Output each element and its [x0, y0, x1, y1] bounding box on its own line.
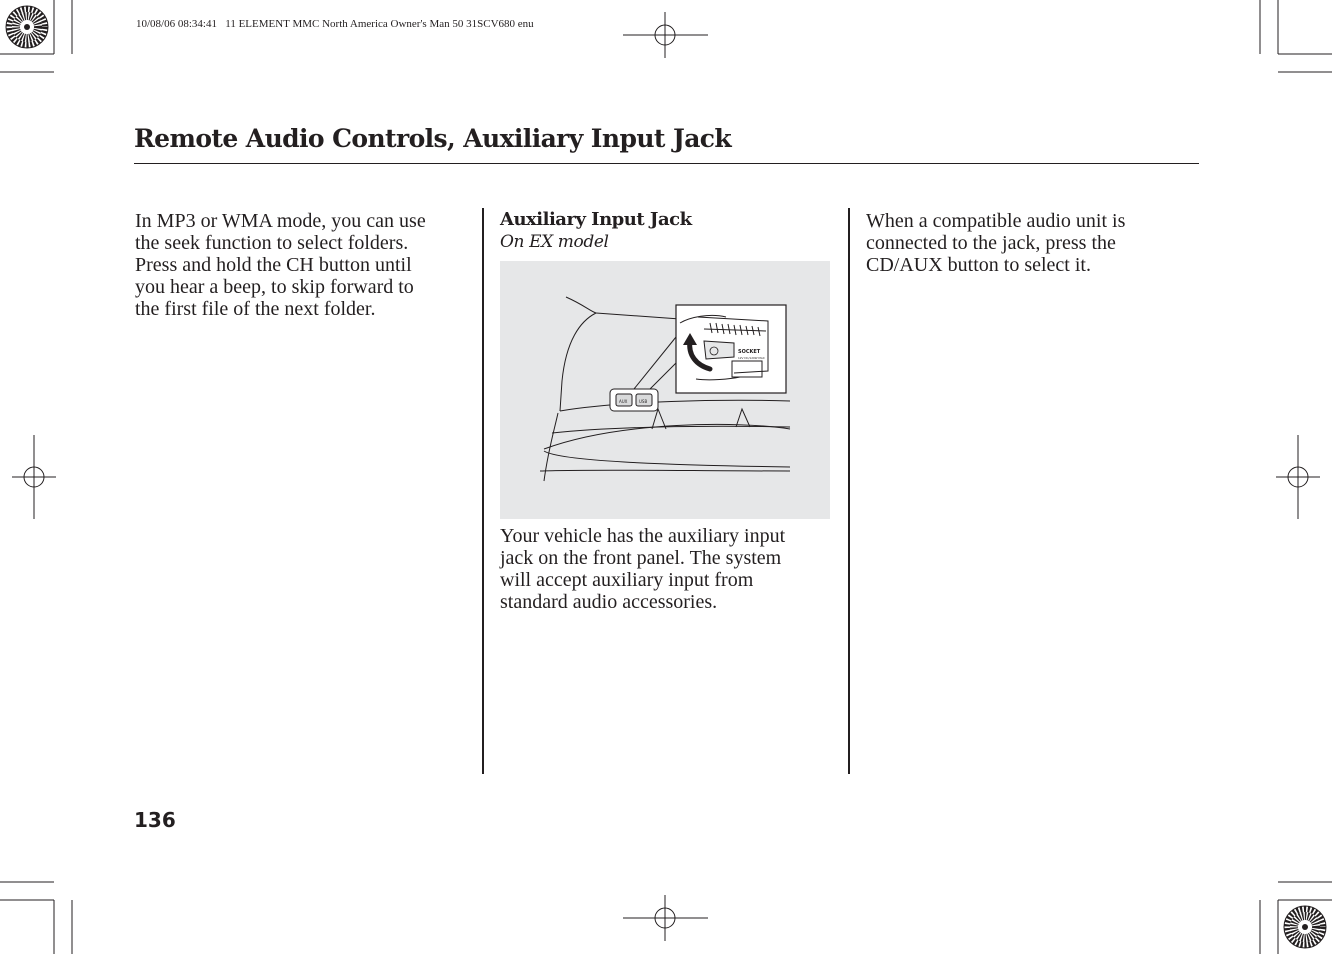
socket-label: SOCKET [738, 349, 761, 355]
page-title: Remote Audio Controls, Auxiliary Input Jack [134, 124, 732, 153]
column-divider-left [482, 208, 484, 774]
paragraph-line: will accept auxiliary input from [500, 569, 754, 591]
paragraph-line: jack on the front panel. The system [500, 547, 782, 569]
section-heading: Auxiliary Input Jack [500, 209, 692, 230]
column-divider-right [848, 208, 850, 774]
dashboard-drawing [500, 261, 830, 519]
paragraph-line: Your vehicle has the auxiliary input [500, 525, 786, 547]
paragraph-line: the seek function to select folders. [135, 232, 409, 254]
paragraph-line: connected to the jack, press the [866, 232, 1116, 254]
title-rule [134, 163, 1199, 164]
paragraph-line: the first file of the next folder. [135, 298, 376, 320]
socket-sublabel: 12V DC/120W MAX [738, 356, 765, 360]
paragraph-line: In MP3 or WMA mode, you can use [135, 210, 426, 232]
paragraph-line: standard audio accessories. [500, 591, 718, 613]
usb-label: USB [639, 399, 648, 404]
paragraph-line: CD/AUX button to select it. [866, 254, 1091, 276]
page-number: 136 [134, 808, 176, 832]
paragraph-line: When a compatible audio unit is [866, 210, 1126, 232]
paragraph-line: Press and hold the CH button until [135, 254, 412, 276]
paragraph-line: you hear a beep, to skip forward to [135, 276, 414, 298]
aux-label: AUX [619, 399, 628, 404]
middle-column-paragraph [500, 525, 785, 613]
aux-jack-illustration [500, 261, 830, 519]
right-column-paragraph [866, 210, 1125, 276]
section-subheading: On EX model [500, 232, 609, 252]
left-column-paragraph [135, 210, 426, 320]
print-info: 10/08/06 08:34:41 11 ELEMENT MMC North America Owner's Man 50 31SCV680 enu [136, 18, 534, 30]
